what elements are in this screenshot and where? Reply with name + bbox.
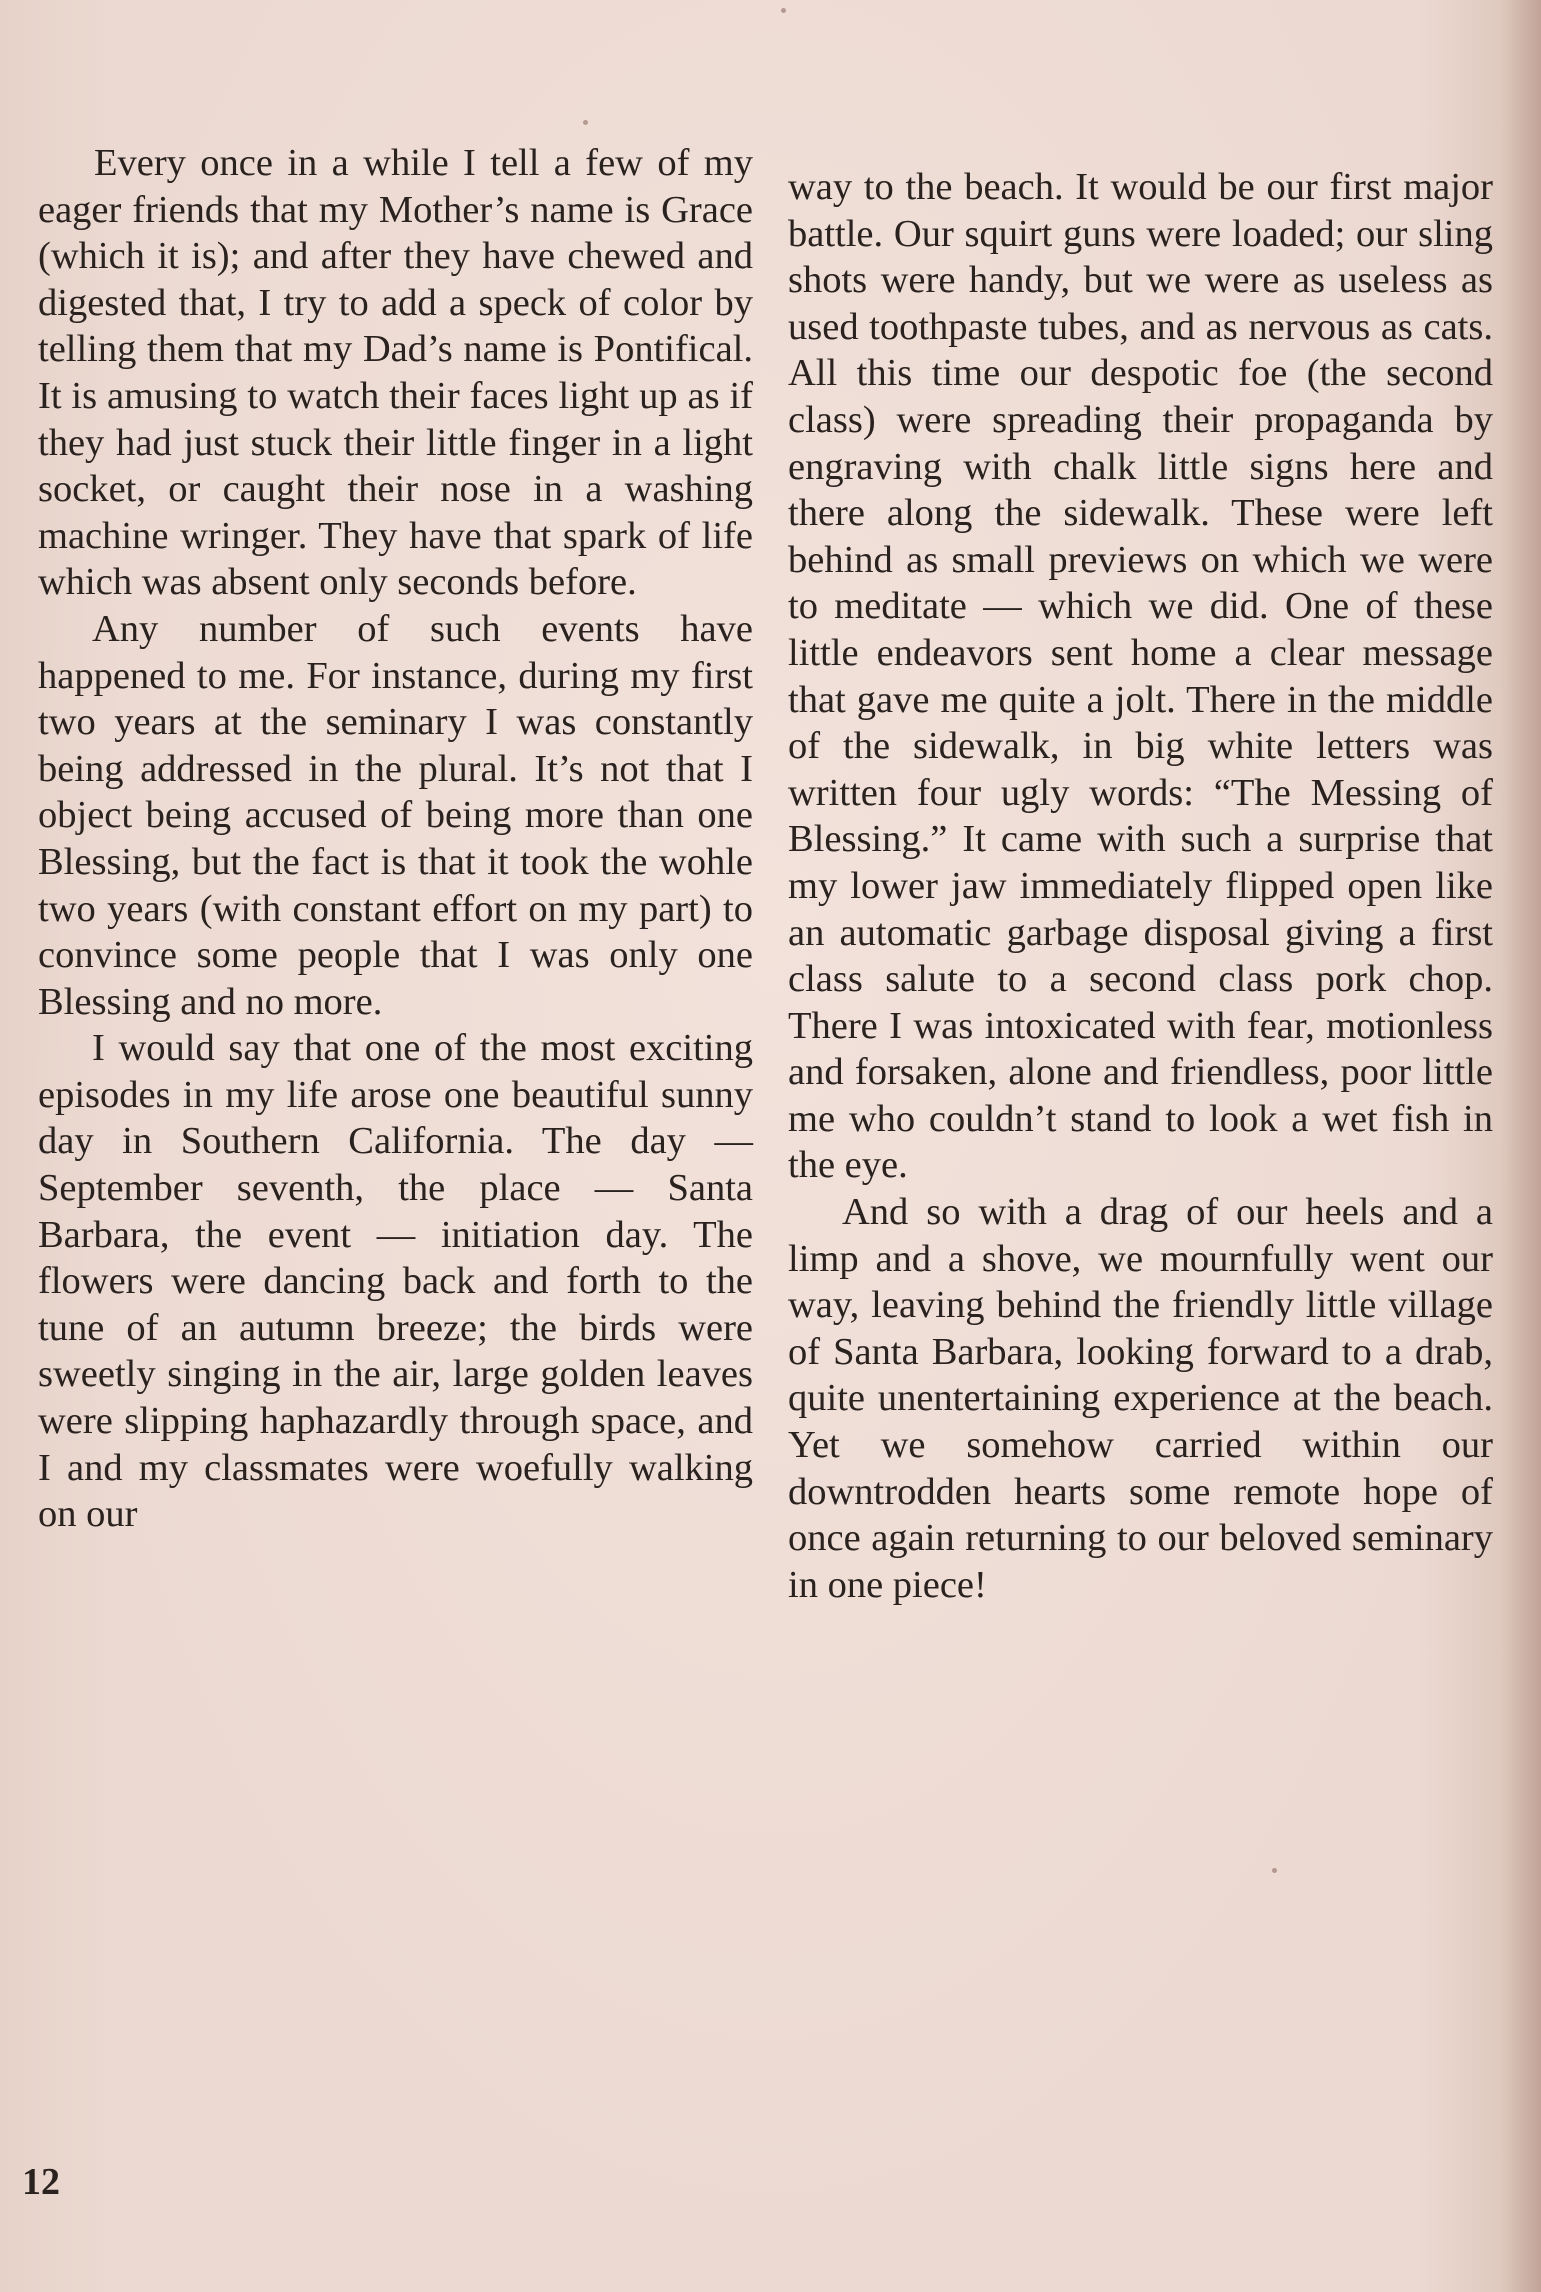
page-edge-shadow — [1501, 0, 1541, 2292]
paragraph-3: I would say that one of the most exciting episodes in my life arose one beautiful sunny day in Southern California. The day — September seventh, the place — Santa Barbara, the event — initiation day. The flowers were dancing back and forth to the tune of an autumn breeze; the birds were sweetly singing in the air, large golden leaves were slipping haphazardly through space, and I and my classmates were woefully walking on our — [38, 1027, 753, 1536]
right-text-column — [788, 164, 1493, 1608]
paper-speck — [1272, 1868, 1277, 1873]
paragraph-3-continued: way to the beach. It would be our first major battle. Our squirt guns were loaded; our sling shots were handy, but we were as useless as used toothpaste tubes, and as nervous as cats. All this time our despotic foe (the second class) were spreading their propaganda by engraving with chalk little signs here and there along the sidewalk. These were left behind as small previews on which we were to meditate — which we did. One of these little endeavors sent home a clear message that gave me quite a jolt. There in the middle of the sidewalk, in big white letters was written four ugly words: “The Messing of Blessing.” It came with such a surprise that my lower jaw immediately flipped open like an automatic garbage disposal giving a first class salute to a second class pork chop. There I was intoxicated with fear, motionless and forsaken, alone and friendless, poor little me who couldn’t stand to look a wet fish in the eye. — [788, 166, 1493, 1187]
paragraph-2: Any number of such events have happened to me. For instance, during my first two years at the seminary I was constantly being addressed in the plural. It’s not that I object being accused of being more than one Blessing, but the fact is that it took the wohle two years (with constant effort on my part) to convince some people that I was only one Blessing and no more. — [38, 607, 753, 1023]
paper-speck — [781, 8, 786, 13]
page-number: 12 — [22, 2161, 60, 2203]
paper-speck — [583, 120, 588, 125]
left-text-column — [38, 140, 753, 1538]
paragraph-1: Every once in a while I tell a few of my eager friends that my Mother’s name is Grace (which it is); and after they have chewed and digested that, I try to add a speck of color by telling them that my Dad’s name is Pontifical. It is amusing to watch their faces light up as if they had just stuck their little finger in a light socket, or caught their nose in a washing machine wringer. They have that spark of life which was absent only seconds before. — [38, 142, 753, 604]
paragraph-4: And so with a drag of our heels and a limp and a shove, we mournfully went our way, leaving behind the friendly little village of Santa Barbara, looking forward to a drab, quite unentertaining experience at the beach. Yet we somehow carried within our downtrodden hearts some remote hope of once again returning to our beloved seminary in one piece! — [788, 1191, 1493, 1606]
